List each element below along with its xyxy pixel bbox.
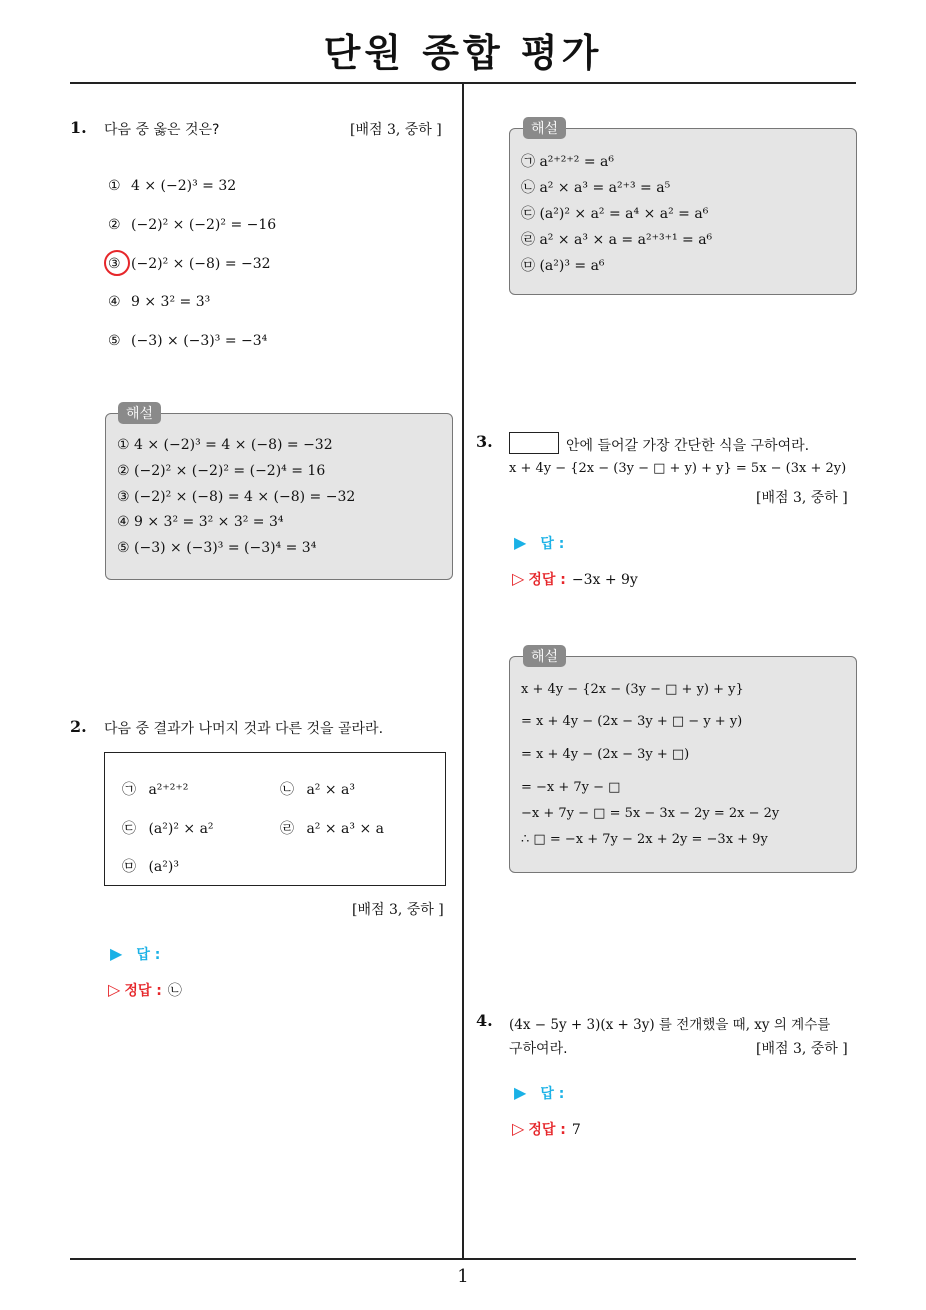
answer-label: 답 : <box>540 536 565 552</box>
q4-number: 4. <box>476 1011 493 1030</box>
q3-solution-line: = −x + 7y − □ <box>521 780 621 795</box>
q3-equation: x + 4y − {2x − (3y − □ + y) + y} = 5x − (3x + 2y) <box>509 461 847 476</box>
q1-choice-1[interactable] <box>108 178 236 194</box>
q3-blank-box <box>509 432 559 454</box>
q2-solution-line: ㉤ (a²)³ = a⁶ <box>521 258 605 274</box>
item-expr: (a²)² × a² <box>148 821 214 837</box>
item-expr: (a²)³ <box>148 859 179 875</box>
item-expr: a² × a³ <box>306 782 356 798</box>
q3-text: 안에 들어갈 가장 간단한 식을 구하여라. <box>566 438 810 454</box>
play-arrow-icon: ▶ <box>110 944 123 963</box>
item-mark: ㉤ <box>122 859 136 875</box>
q2-solution-line: ㉢ (a²)² × a² = a⁴ × a² = a⁶ <box>521 206 709 222</box>
q3-solution-line: = x + 4y − (2x − 3y + □) <box>521 747 690 762</box>
q2-item-2 <box>280 779 355 799</box>
item-expr: a²⁺²⁺² <box>148 782 189 798</box>
selected-answer-circle <box>104 250 130 276</box>
q1-choice-4[interactable] <box>108 294 210 310</box>
correct-value: ㉡ <box>167 983 182 999</box>
q2-correct-row <box>108 980 182 1000</box>
answer-label: 답 : <box>540 1086 565 1102</box>
q3-answer-row[interactable] <box>514 533 564 553</box>
correct-label: 정답 : <box>528 572 566 588</box>
choice-mark: ⑤ <box>108 333 121 349</box>
q2-item-3 <box>122 818 214 838</box>
q1-solution-line: ① 4 × (−2)³ = 4 × (−8) = −32 <box>117 437 333 453</box>
correct-value: −3x + 9y <box>571 572 638 588</box>
q3-points: [배점 3, 중하 ] <box>756 490 848 506</box>
q1-solution-line: ④ 9 × 3² = 3² × 3² = 3⁴ <box>117 514 284 530</box>
q1-choice-5[interactable] <box>108 333 267 349</box>
outline-triangle-icon: ▷ <box>512 569 525 588</box>
q3-correct-row <box>512 569 638 589</box>
q4-correct-row <box>512 1119 581 1139</box>
q1-points: [배점 3, 중하 ] <box>350 122 442 138</box>
page-title: 단원 종합 평가 <box>323 31 603 75</box>
item-mark: ㉣ <box>280 821 294 837</box>
q1-number: 1. <box>70 118 87 137</box>
q1-choice-2[interactable] <box>108 217 276 233</box>
q4-answer-row[interactable] <box>514 1083 564 1103</box>
correct-label: 정답 : <box>124 983 162 999</box>
item-mark: ㉠ <box>122 782 136 798</box>
choice-mark: ④ <box>108 294 121 310</box>
q1-solution-tag: 해설 <box>118 402 161 424</box>
q1-solution-line: ⑤ (−3) × (−3)³ = (−3)⁴ = 3⁴ <box>117 540 317 556</box>
choice-expr: 4 × (−2)³ = 32 <box>131 178 237 194</box>
choice-mark: ② <box>108 217 121 233</box>
choice-expr: (−2)² × (−2)² = −16 <box>131 217 277 233</box>
q1-solution-line: ② (−2)² × (−2)² = (−2)⁴ = 16 <box>117 463 326 479</box>
q3-solution-line: −x + 7y − □ = 5x − 3x − 2y = 2x − 2y <box>521 806 780 821</box>
outline-triangle-icon: ▷ <box>108 980 121 999</box>
q3-number: 3. <box>476 432 493 451</box>
choice-expr: 9 × 3² = 3³ <box>131 294 211 310</box>
correct-label: 정답 : <box>528 1122 566 1138</box>
item-mark: ㉢ <box>122 821 136 837</box>
q1-text: 다음 중 옳은 것은? <box>104 122 220 138</box>
q4-text-line1: (4x − 5y + 3)(x + 3y) 를 전개했을 때, xy 의 계수를 <box>509 1017 831 1033</box>
q2-solution-line: ㉣ a² × a³ × a = a²⁺³⁺¹ = a⁶ <box>521 232 713 248</box>
answer-label: 답 : <box>136 947 161 963</box>
q3-solution-line: ∴ □ = −x + 7y − 2x + 2y = −3x + 9y <box>521 832 768 847</box>
play-arrow-icon: ▶ <box>514 533 527 552</box>
q3-solution-tag: 해설 <box>523 645 566 667</box>
choice-expr: (−2)² × (−8) = −32 <box>131 256 271 272</box>
item-mark: ㉡ <box>280 782 294 798</box>
q3-solution-line: = x + 4y − (2x − 3y + □ − y + y) <box>521 714 743 729</box>
q4-points: [배점 3, 중하 ] <box>756 1041 848 1057</box>
q4-text-line2: 구하여라. <box>509 1041 568 1057</box>
q1-choice-3[interactable] <box>108 256 271 272</box>
bottom-rule <box>70 1258 856 1260</box>
q2-item-5 <box>122 856 179 876</box>
choice-expr: (−3) × (−3)³ = −3⁴ <box>131 333 268 349</box>
q2-text: 다음 중 결과가 나머지 것과 다른 것을 골라라. <box>104 721 384 737</box>
outline-triangle-icon: ▷ <box>512 1119 525 1138</box>
choice-mark: ③ <box>108 256 121 272</box>
q2-number: 2. <box>70 717 87 736</box>
column-divider <box>462 83 464 1259</box>
play-arrow-icon: ▶ <box>514 1083 527 1102</box>
item-expr: a² × a³ × a <box>306 821 384 837</box>
q2-solution-tag: 해설 <box>523 117 566 139</box>
correct-value: 7 <box>571 1122 581 1138</box>
q2-solution-line: ㉡ a² × a³ = a²⁺³ = a⁵ <box>521 180 671 196</box>
q2-item-4 <box>280 818 384 838</box>
q2-points: [배점 3, 중하 ] <box>352 902 444 918</box>
q1-solution-line: ③ (−2)² × (−8) = 4 × (−8) = −32 <box>117 489 356 505</box>
q2-solution-line: ㉠ a²⁺²⁺² = a⁶ <box>521 154 615 170</box>
q2-answer-row[interactable] <box>110 944 160 964</box>
q3-solution-line: x + 4y − {2x − (3y − □ + y) + y} <box>521 682 744 697</box>
q2-item-1 <box>122 779 188 799</box>
page-number: 1 <box>457 1266 469 1287</box>
choice-mark: ① <box>108 178 121 194</box>
